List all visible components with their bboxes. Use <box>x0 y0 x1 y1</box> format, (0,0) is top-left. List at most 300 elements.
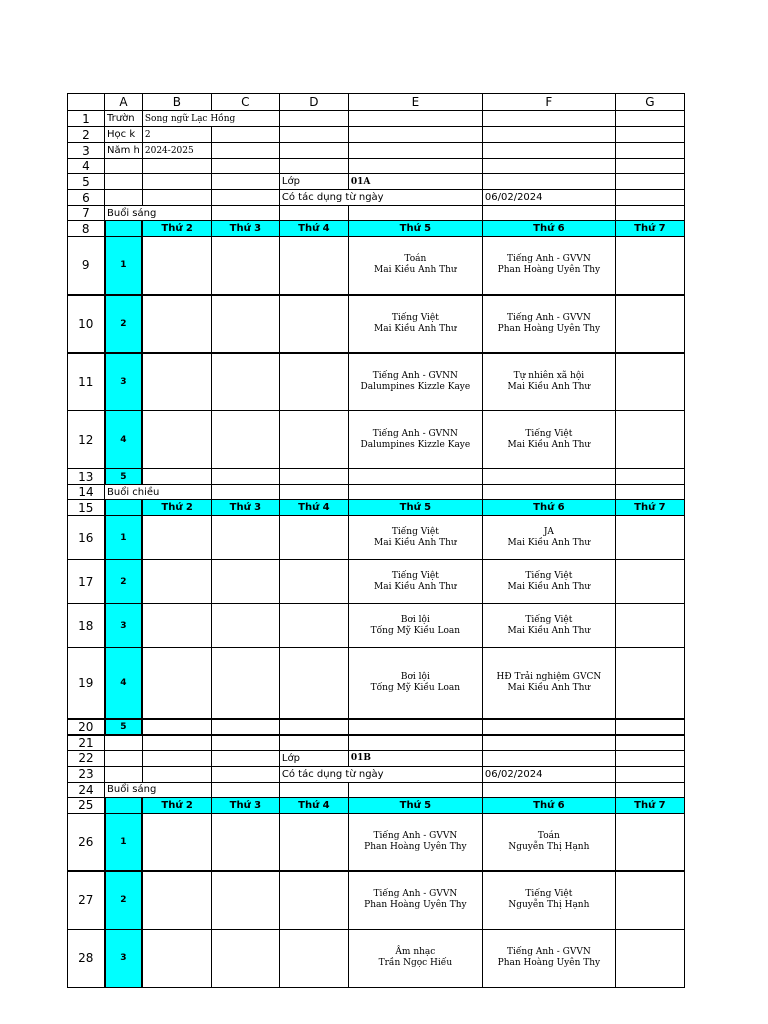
period-number-cell[interactable]: 2 <box>105 295 143 353</box>
teacher-text: Mai Kiều Anh Thư <box>374 323 457 334</box>
subject-text: Tiếng Việt <box>525 570 573 581</box>
row-header[interactable]: 13 <box>68 469 105 485</box>
cell[interactable] <box>279 295 348 353</box>
cell[interactable] <box>105 174 143 190</box>
cell[interactable] <box>142 719 211 735</box>
cell[interactable] <box>211 353 279 411</box>
cell[interactable] <box>211 871 279 929</box>
cell[interactable] <box>279 735 348 751</box>
cell[interactable] <box>279 719 348 735</box>
cell[interactable] <box>615 516 684 560</box>
row-header[interactable]: 2 <box>68 127 105 143</box>
term-value-cell[interactable]: 2 <box>142 127 211 143</box>
teacher-text: Mai Kiều Anh Thư <box>507 381 591 392</box>
period-row <box>68 295 685 353</box>
day-header-cell[interactable]: Thứ 3 <box>211 797 279 813</box>
teacher-text: Mai Kiều Anh Thư <box>374 537 457 548</box>
cell[interactable] <box>348 719 482 735</box>
cell[interactable] <box>615 411 684 469</box>
row-header[interactable]: 25 <box>68 797 105 813</box>
lesson-cell[interactable] <box>482 353 615 411</box>
subject-text: HĐ Trải nghiệm GVCN <box>496 671 602 682</box>
teacher-text: Dalumpines Kizzle Kaye <box>360 439 471 450</box>
effective-date-label-cell[interactable]: Có tác dụng từ ngày <box>279 766 482 782</box>
cell[interactable] <box>482 174 615 190</box>
cell[interactable] <box>615 560 684 604</box>
sheet-row <box>68 735 685 751</box>
cell[interactable] <box>211 485 279 500</box>
column-header-c[interactable]: C <box>211 94 279 111</box>
period-number-cell[interactable]: 5 <box>105 469 143 485</box>
period-row <box>68 469 685 485</box>
cell[interactable] <box>615 469 684 485</box>
row-header[interactable]: 11 <box>68 353 105 411</box>
teacher-text: Phan Hoàng Uyên Thy <box>497 265 601 276</box>
cell[interactable] <box>279 485 348 500</box>
period-row <box>68 719 685 735</box>
cell[interactable] <box>482 750 615 766</box>
row-header[interactable]: 18 <box>68 604 105 648</box>
cell[interactable] <box>279 206 348 221</box>
year-value-cell[interactable]: 2024-2025 <box>142 143 211 159</box>
lesson-cell[interactable] <box>348 813 482 871</box>
row-header[interactable]: 15 <box>68 500 105 516</box>
teacher-text: Tống Mỹ Kiều Loan <box>370 625 461 636</box>
class-label-cell[interactable]: Lớp <box>279 750 348 766</box>
subject-text: Tiếng Anh - GVNN <box>372 428 458 439</box>
subject-text: Toán <box>537 830 560 841</box>
day-header-cell[interactable]: Thứ 4 <box>279 797 348 813</box>
session-label-cell[interactable]: Buổi sáng <box>105 782 212 797</box>
subject-text: Tiếng Việt <box>391 526 439 537</box>
period-number-cell[interactable]: 2 <box>105 560 143 604</box>
period-number-cell[interactable]: 2 <box>105 871 143 929</box>
cell[interactable] <box>142 159 211 174</box>
row-header[interactable]: 8 <box>68 221 105 237</box>
cell[interactable] <box>211 237 279 295</box>
term-label-cell[interactable]: Học k <box>105 127 143 143</box>
cell[interactable] <box>279 813 348 871</box>
period-row <box>68 411 685 469</box>
effective-date-label-cell[interactable]: Có tác dụng từ ngày <box>279 190 482 206</box>
subject-text: Tiếng Anh - GVVN <box>506 254 591 265</box>
row-header[interactable]: 1 <box>68 111 105 127</box>
lesson-cell[interactable] <box>348 871 482 929</box>
teacher-text: Phan Hoàng Uyên Thy <box>364 841 467 852</box>
cell[interactable] <box>211 411 279 469</box>
cell[interactable] <box>142 411 211 469</box>
cell[interactable] <box>142 813 211 871</box>
cell[interactable] <box>211 174 279 190</box>
cell[interactable] <box>615 237 684 295</box>
cell[interactable] <box>279 871 348 929</box>
lesson-cell[interactable] <box>482 871 615 929</box>
cell[interactable] <box>482 469 615 485</box>
day-header-cell[interactable]: Thứ 5 <box>348 221 482 237</box>
cell[interactable] <box>279 411 348 469</box>
cell[interactable] <box>615 143 684 159</box>
cell[interactable] <box>279 782 348 797</box>
row-header[interactable]: 28 <box>68 929 105 987</box>
teacher-text: Phan Hoàng Uyên Thy <box>497 323 601 334</box>
cell[interactable] <box>142 190 211 206</box>
sheet-row <box>68 143 685 159</box>
day-header-cell[interactable]: Thứ 5 <box>348 797 482 813</box>
subject-text: Tiếng Anh - GVVN <box>373 889 458 900</box>
cell[interactable] <box>615 485 684 500</box>
cell[interactable] <box>279 143 348 159</box>
cell[interactable] <box>142 295 211 353</box>
day-header-cell[interactable]: Thứ 6 <box>482 797 615 813</box>
cell[interactable] <box>211 143 279 159</box>
period-row <box>68 648 685 719</box>
cell[interactable] <box>105 159 143 174</box>
lesson-cell[interactable] <box>482 560 615 604</box>
column-header-a[interactable]: A <box>105 94 143 111</box>
period-row <box>68 604 685 648</box>
cell[interactable] <box>142 237 211 295</box>
cell[interactable] <box>211 648 279 719</box>
cell[interactable] <box>105 735 143 751</box>
cell[interactable] <box>348 735 482 751</box>
subject-text: Tiếng Việt <box>391 570 439 581</box>
cell[interactable] <box>105 221 143 237</box>
cell[interactable] <box>279 516 348 560</box>
class-name-cell[interactable]: 01A <box>348 174 482 190</box>
period-row <box>68 560 685 604</box>
day-header-cell[interactable]: Thứ 3 <box>211 221 279 237</box>
cell[interactable] <box>615 353 684 411</box>
lesson-cell[interactable] <box>482 604 615 648</box>
cell[interactable] <box>279 560 348 604</box>
row-header[interactable]: 23 <box>68 766 105 782</box>
subject-text: Tiếng Anh - GVVN <box>506 312 591 323</box>
cell[interactable] <box>348 143 482 159</box>
cell[interactable] <box>615 295 684 353</box>
effective-date-cell[interactable]: 06/02/2024 <box>482 190 615 206</box>
cell[interactable] <box>615 782 684 797</box>
cell[interactable] <box>211 469 279 485</box>
cell[interactable] <box>142 766 211 782</box>
cell[interactable] <box>348 485 482 500</box>
cell[interactable] <box>615 111 684 127</box>
teacher-text: Dalumpines Kizzle Kaye <box>360 381 471 392</box>
sheet-row <box>68 159 685 174</box>
sheet-row <box>68 206 685 221</box>
cell[interactable] <box>142 174 211 190</box>
teacher-text: Mai Kiều Anh Thư <box>507 537 591 548</box>
cell[interactable] <box>211 735 279 751</box>
teacher-text: Trần Ngọc Hiếu <box>378 958 453 968</box>
cell[interactable] <box>279 159 348 174</box>
cell[interactable] <box>211 516 279 560</box>
subject-text: Toán <box>404 254 427 265</box>
lesson-cell[interactable] <box>348 929 482 987</box>
cell[interactable] <box>142 871 211 929</box>
cell[interactable] <box>482 485 615 500</box>
cell[interactable] <box>211 766 279 782</box>
cell[interactable] <box>348 782 482 797</box>
period-number-cell[interactable]: 4 <box>105 411 143 469</box>
day-header-cell[interactable]: Thứ 7 <box>615 500 684 516</box>
cell[interactable] <box>142 648 211 719</box>
school-label-cell[interactable]: Trườn <box>105 111 143 127</box>
lesson-cell[interactable] <box>482 295 615 353</box>
day-header-cell[interactable]: Thứ 6 <box>482 500 615 516</box>
day-header-cell[interactable]: Thứ 7 <box>615 797 684 813</box>
row-header[interactable]: 27 <box>68 871 105 929</box>
lesson-cell[interactable] <box>348 604 482 648</box>
teacher-text: Mai Kiều Anh Thư <box>507 581 591 592</box>
row-header[interactable]: 22 <box>68 750 105 766</box>
cell[interactable] <box>142 604 211 648</box>
lesson-cell[interactable] <box>348 237 482 295</box>
cell[interactable] <box>615 127 684 143</box>
teacher-text: Nguyễn Thị Hạnh <box>508 841 590 852</box>
cell[interactable] <box>105 500 143 516</box>
cell[interactable] <box>211 295 279 353</box>
day-header-cell[interactable]: Thứ 4 <box>279 221 348 237</box>
teacher-text: Nguyễn Thị Hạnh <box>508 900 590 911</box>
cell[interactable] <box>279 469 348 485</box>
period-number-cell[interactable]: 1 <box>105 813 143 871</box>
cell[interactable] <box>142 353 211 411</box>
cell[interactable] <box>482 159 615 174</box>
cell[interactable] <box>142 516 211 560</box>
column-header-b[interactable]: B <box>142 94 211 111</box>
lesson-cell[interactable] <box>482 648 615 719</box>
row-header[interactable]: 12 <box>68 411 105 469</box>
day-header-cell[interactable]: Thứ 5 <box>348 500 482 516</box>
session-label-cell[interactable]: Buổi sáng <box>105 206 212 221</box>
sheet-row <box>68 750 685 766</box>
day-header-row <box>68 500 685 516</box>
cell[interactable] <box>105 766 143 782</box>
subject-text: Tiếng Anh - GVVN <box>506 947 591 957</box>
period-row <box>68 516 685 560</box>
day-header-cell[interactable]: Thứ 2 <box>142 500 211 516</box>
row-header[interactable]: 21 <box>68 735 105 751</box>
column-header-row <box>68 94 685 111</box>
period-row <box>68 871 685 929</box>
day-header-row <box>68 797 685 813</box>
row-header[interactable]: 3 <box>68 143 105 159</box>
cell[interactable] <box>615 648 684 719</box>
lesson-cell[interactable] <box>348 648 482 719</box>
lesson-cell[interactable] <box>348 516 482 560</box>
sheet-row <box>68 127 685 143</box>
cell[interactable] <box>615 929 684 987</box>
cell[interactable] <box>105 190 143 206</box>
cell[interactable] <box>615 159 684 174</box>
teacher-text: Mai Kiều Anh Thư <box>507 682 591 693</box>
cell[interactable] <box>142 750 211 766</box>
period-row <box>68 237 685 295</box>
period-number-cell[interactable]: 5 <box>105 719 143 735</box>
subject-text: Bơi lội <box>400 614 430 625</box>
cell[interactable] <box>348 111 482 127</box>
cell[interactable] <box>142 735 211 751</box>
period-number-cell[interactable]: 3 <box>105 604 143 648</box>
row-header[interactable]: 17 <box>68 560 105 604</box>
cell[interactable] <box>211 604 279 648</box>
cell[interactable] <box>279 648 348 719</box>
cell[interactable] <box>105 750 143 766</box>
column-header-f[interactable]: F <box>482 94 615 111</box>
cell[interactable] <box>211 159 279 174</box>
lesson-cell[interactable] <box>482 813 615 871</box>
period-row <box>68 813 685 871</box>
sheet-row <box>68 111 685 127</box>
period-number-cell[interactable]: 1 <box>105 516 143 560</box>
period-row <box>68 353 685 411</box>
lesson-cell[interactable] <box>482 237 615 295</box>
class-name-cell[interactable]: 01B <box>348 750 482 766</box>
cell[interactable] <box>348 159 482 174</box>
sheet-row <box>68 485 685 500</box>
column-header-d[interactable]: D <box>279 94 348 111</box>
cell[interactable] <box>348 127 482 143</box>
cell[interactable] <box>615 766 684 782</box>
day-header-cell[interactable]: Thứ 4 <box>279 500 348 516</box>
subject-text: Tiếng Việt <box>391 312 439 323</box>
period-number-cell[interactable]: 1 <box>105 237 143 295</box>
subject-text: Tiếng Việt <box>525 614 573 625</box>
cell[interactable] <box>279 237 348 295</box>
column-header-g[interactable]: G <box>615 94 684 111</box>
timetable-sheet <box>67 93 685 988</box>
period-number-cell[interactable]: 3 <box>105 929 143 987</box>
cell[interactable] <box>482 719 615 735</box>
row-header[interactable]: 7 <box>68 206 105 221</box>
lesson-cell[interactable] <box>482 929 615 987</box>
cell[interactable] <box>211 719 279 735</box>
cell[interactable] <box>211 206 279 221</box>
cell[interactable] <box>211 560 279 604</box>
cell[interactable] <box>482 127 615 143</box>
session-label-cell[interactable]: Buổi chiều <box>105 485 212 500</box>
sheet-row <box>68 766 685 782</box>
row-header[interactable]: 6 <box>68 190 105 206</box>
year-label-cell[interactable]: Năm h <box>105 143 143 159</box>
cell[interactable] <box>615 604 684 648</box>
day-header-cell[interactable]: Thứ 2 <box>142 221 211 237</box>
cell[interactable] <box>142 469 211 485</box>
effective-date-cell[interactable]: 06/02/2024 <box>482 766 615 782</box>
lesson-cell[interactable] <box>348 411 482 469</box>
cell[interactable] <box>279 353 348 411</box>
lesson-cell[interactable] <box>482 411 615 469</box>
cell[interactable] <box>211 750 279 766</box>
period-number-cell[interactable]: 4 <box>105 648 143 719</box>
lesson-cell[interactable] <box>482 516 615 560</box>
subject-text: Tiếng Anh - GVNN <box>372 370 458 381</box>
teacher-text: Mai Kiều Anh Thư <box>507 625 591 636</box>
cell[interactable] <box>615 813 684 871</box>
cell[interactable] <box>482 111 615 127</box>
column-header-e[interactable]: E <box>348 94 482 111</box>
period-row <box>68 929 685 987</box>
lesson-cell[interactable] <box>348 353 482 411</box>
day-header-cell[interactable]: Thứ 3 <box>211 500 279 516</box>
cell[interactable] <box>279 111 348 127</box>
subject-text: JA <box>543 526 554 537</box>
lesson-cell[interactable] <box>348 560 482 604</box>
row-header[interactable]: 19 <box>68 648 105 719</box>
subject-text: Tiếng Việt <box>525 428 573 439</box>
subject-text: Tiếng Việt <box>525 889 573 900</box>
cell[interactable] <box>211 929 279 987</box>
cell[interactable] <box>142 929 211 987</box>
row-header[interactable]: 5 <box>68 174 105 190</box>
cell[interactable] <box>348 206 482 221</box>
cell[interactable] <box>615 190 684 206</box>
subject-text: Âm nhạc <box>395 947 436 957</box>
teacher-text: Phan Hoàng Uyên Thy <box>497 958 601 968</box>
row-header[interactable]: 16 <box>68 516 105 560</box>
sheet-row <box>68 782 685 797</box>
row-header[interactable]: 10 <box>68 295 105 353</box>
teacher-text: Tống Mỹ Kiều Loan <box>370 682 461 693</box>
cell[interactable] <box>482 206 615 221</box>
teacher-text: Mai Kiều Anh Thư <box>374 265 457 276</box>
cell[interactable] <box>482 782 615 797</box>
row-header[interactable]: 26 <box>68 813 105 871</box>
class-label-cell[interactable]: Lớp <box>279 174 348 190</box>
cell[interactable] <box>615 174 684 190</box>
subject-text: Tiếng Anh - GVVN <box>373 830 458 841</box>
cell[interactable] <box>279 127 348 143</box>
select-all-corner[interactable] <box>68 94 105 111</box>
cell[interactable] <box>615 735 684 751</box>
day-header-cell[interactable]: Thứ 2 <box>142 797 211 813</box>
cell[interactable] <box>142 560 211 604</box>
cell[interactable] <box>279 929 348 987</box>
subject-text: Bơi lội <box>400 671 430 682</box>
teacher-text: Mai Kiều Anh Thư <box>507 439 591 450</box>
teacher-text: Phan Hoàng Uyên Thy <box>364 900 467 911</box>
sheet-row <box>68 190 685 206</box>
cell[interactable] <box>615 719 684 735</box>
row-header[interactable]: 14 <box>68 485 105 500</box>
sheet-row <box>68 174 685 190</box>
cell[interactable] <box>105 797 143 813</box>
cell[interactable] <box>279 604 348 648</box>
row-header[interactable]: 9 <box>68 237 105 295</box>
cell[interactable] <box>482 735 615 751</box>
teacher-text: Mai Kiều Anh Thư <box>374 581 457 592</box>
cell[interactable] <box>348 469 482 485</box>
day-header-cell[interactable]: Thứ 6 <box>482 221 615 237</box>
cell[interactable] <box>211 127 279 143</box>
day-header-cell[interactable]: Thứ 7 <box>615 221 684 237</box>
school-value-cell[interactable]: Song ngữ Lạc Hồng <box>142 111 279 127</box>
cell[interactable] <box>211 813 279 871</box>
cell[interactable] <box>615 750 684 766</box>
cell[interactable] <box>211 190 279 206</box>
cell[interactable] <box>482 143 615 159</box>
row-header[interactable]: 20 <box>68 719 105 735</box>
period-number-cell[interactable]: 3 <box>105 353 143 411</box>
cell[interactable] <box>615 206 684 221</box>
lesson-cell[interactable] <box>348 295 482 353</box>
row-header[interactable]: 4 <box>68 159 105 174</box>
cell[interactable] <box>615 871 684 929</box>
day-header-row <box>68 221 685 237</box>
cell[interactable] <box>211 782 279 797</box>
row-header[interactable]: 24 <box>68 782 105 797</box>
subject-text: Tự nhiên xã hội <box>513 370 585 381</box>
